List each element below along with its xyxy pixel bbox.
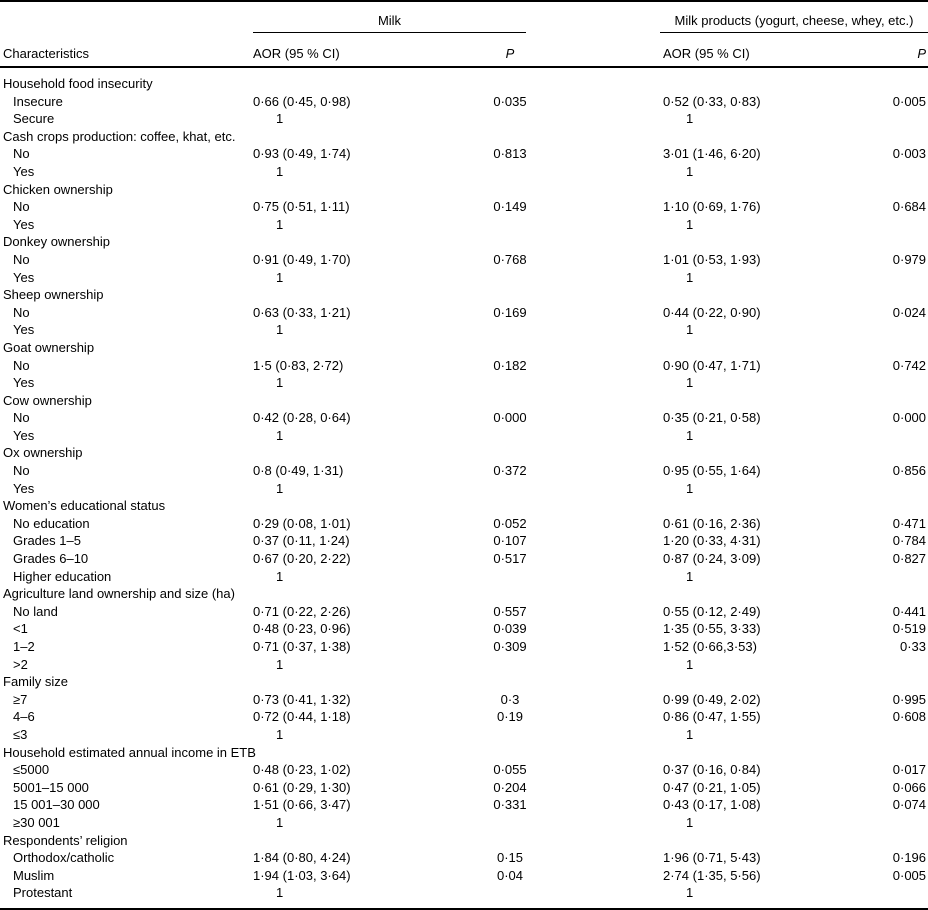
characteristic-cell: Higher education bbox=[13, 568, 112, 584]
characteristic-cell: Insecure bbox=[13, 93, 63, 109]
characteristic-cell: 15 001–30 000 bbox=[13, 797, 100, 813]
group-header-milk-label: Milk bbox=[377, 13, 402, 28]
data-row bbox=[0, 357, 928, 375]
characteristic-cell: Yes bbox=[13, 269, 35, 285]
group-row bbox=[0, 67, 928, 93]
spacer-cell bbox=[575, 867, 660, 885]
group-header-row bbox=[0, 1, 928, 33]
data-row bbox=[0, 374, 928, 392]
group-row bbox=[0, 673, 928, 691]
milk-products-aor-cell: 0·43 (0·17, 1·08) bbox=[663, 797, 761, 813]
characteristic-cell: Yes bbox=[13, 427, 35, 443]
data-row bbox=[0, 620, 928, 638]
milk-products-p-cell: 0·441 bbox=[892, 603, 927, 619]
milk-products-p-cell bbox=[852, 110, 928, 128]
table-body bbox=[0, 67, 928, 909]
characteristic-cell: No bbox=[13, 410, 30, 426]
data-row bbox=[0, 726, 928, 744]
group-label: Household estimated annual income in ETB bbox=[3, 744, 256, 760]
milk-aor-cell: 0·67 (0·20, 2·22) bbox=[253, 551, 351, 567]
characteristic-cell: No bbox=[13, 199, 30, 215]
data-row bbox=[0, 867, 928, 885]
group-row bbox=[0, 392, 928, 410]
milk-p-cell: 0·309 bbox=[493, 639, 527, 654]
group-label: Women’s educational status bbox=[3, 498, 166, 514]
milk-products-aor-cell: 1 bbox=[686, 375, 694, 391]
group-label: Ox ownership bbox=[3, 445, 83, 461]
data-row bbox=[0, 198, 928, 216]
spacer-cell bbox=[575, 269, 660, 287]
milk-aor-cell: 0·73 (0·41, 1·32) bbox=[253, 691, 351, 707]
milk-p-cell: 0·107 bbox=[493, 533, 527, 549]
milk-p-cell: 0·204 bbox=[493, 779, 527, 795]
milk-products-p-cell: 0·856 bbox=[892, 463, 927, 479]
milk-p-cell bbox=[445, 656, 575, 674]
milk-products-aor-cell: 1 bbox=[686, 216, 694, 232]
characteristic-cell: ≤3 bbox=[13, 726, 28, 742]
spacer-cell bbox=[575, 321, 660, 339]
milk-products-aor-cell: 1·20 (0·33, 4·31) bbox=[663, 533, 761, 549]
milk-products-aor-cell: 0·95 (0·55, 1·64) bbox=[663, 463, 761, 479]
milk-products-p-cell: 0·005 bbox=[892, 93, 927, 109]
milk-aor-cell: 1 bbox=[276, 216, 284, 232]
milk-aor-cell: 0·37 (0·11, 1·24) bbox=[253, 533, 350, 549]
milk-products-p-cell bbox=[852, 163, 928, 181]
group-label: Chicken ownership bbox=[3, 181, 113, 197]
group-header-empty-cell bbox=[0, 1, 253, 33]
spacer-cell bbox=[575, 462, 660, 480]
milk-aor-cell: 1 bbox=[276, 814, 284, 830]
milk-products-p-cell bbox=[852, 726, 928, 744]
data-row bbox=[0, 480, 928, 498]
milk-p-cell bbox=[445, 269, 575, 287]
milk-p-cell bbox=[445, 480, 575, 498]
group-row bbox=[0, 181, 928, 199]
characteristic-cell: ≤5000 bbox=[13, 762, 50, 778]
characteristic-cell: No education bbox=[13, 515, 90, 531]
spacer-cell bbox=[575, 163, 660, 181]
milk-p-cell bbox=[445, 110, 575, 128]
data-row bbox=[0, 796, 928, 814]
data-row bbox=[0, 761, 928, 779]
milk-p-cell: 0·813 bbox=[493, 146, 527, 162]
milk-aor-cell: 1 bbox=[276, 656, 284, 672]
milk-aor-cell: 0·91 (0·49, 1·70) bbox=[253, 251, 351, 267]
milk-products-p-cell bbox=[852, 427, 928, 445]
group-label: Agriculture land ownership and size (ha) bbox=[3, 586, 235, 602]
milk-p-cell bbox=[445, 216, 575, 234]
milk-aor-cell: 1 bbox=[276, 269, 284, 285]
milk-products-p-cell bbox=[852, 269, 928, 287]
data-row bbox=[0, 145, 928, 163]
milk-products-aor-cell: 1 bbox=[686, 656, 694, 672]
column-header-row bbox=[0, 33, 928, 67]
col-header-milk-p: P bbox=[445, 33, 575, 67]
spacer-cell bbox=[575, 656, 660, 674]
milk-aor-cell: 1 bbox=[276, 163, 284, 179]
group-label: Respondents’ religion bbox=[3, 832, 128, 848]
group-row bbox=[0, 128, 928, 146]
spacer-cell bbox=[575, 427, 660, 445]
spacer-cell bbox=[575, 568, 660, 586]
milk-p-cell: 0·557 bbox=[493, 603, 527, 619]
characteristic-cell: Yes bbox=[13, 216, 35, 232]
spacer-cell bbox=[575, 884, 660, 909]
col-header-milk-aor: AOR (95 % CI) bbox=[253, 33, 445, 67]
col-header-characteristics: Characteristics bbox=[0, 33, 253, 67]
data-row bbox=[0, 427, 928, 445]
col-header-milk-products-aor: AOR (95 % CI) bbox=[660, 33, 852, 67]
milk-aor-cell: 0·48 (0·23, 0·96) bbox=[253, 621, 351, 637]
group-label: Household food insecurity bbox=[3, 76, 153, 91]
characteristic-cell: Secure bbox=[13, 111, 55, 127]
milk-aor-cell: 0·48 (0·23, 1·02) bbox=[253, 762, 351, 778]
milk-products-p-cell: 0·003 bbox=[892, 146, 927, 162]
characteristic-cell: Yes bbox=[13, 375, 35, 391]
spacer-cell bbox=[575, 532, 660, 550]
milk-products-p-cell bbox=[852, 884, 928, 909]
group-row bbox=[0, 497, 928, 515]
milk-p-cell bbox=[445, 726, 575, 744]
milk-products-aor-cell: 0·86 (0·47, 1·55) bbox=[663, 709, 761, 725]
milk-aor-cell: 1·5 (0·83, 2·72) bbox=[253, 357, 344, 373]
col-header-milk-products-p: P bbox=[852, 33, 928, 67]
milk-products-aor-cell: 1·96 (0·71, 5·43) bbox=[663, 850, 761, 866]
milk-products-p-cell: 0·684 bbox=[892, 199, 927, 215]
milk-aor-cell: 1 bbox=[276, 427, 284, 443]
group-row bbox=[0, 444, 928, 462]
milk-aor-cell: 0·72 (0·44, 1·18) bbox=[253, 709, 351, 725]
group-label: Donkey ownership bbox=[3, 234, 110, 250]
milk-aor-cell: 1·94 (1·03, 3·64) bbox=[253, 867, 351, 883]
characteristic-cell: Yes bbox=[13, 322, 35, 338]
characteristic-cell: No bbox=[13, 357, 30, 373]
milk-aor-cell: 1 bbox=[276, 322, 284, 338]
milk-p-cell bbox=[445, 163, 575, 181]
spacer-cell bbox=[575, 603, 660, 621]
milk-products-aor-cell: 1 bbox=[686, 111, 694, 127]
milk-p-cell: 0·052 bbox=[493, 515, 527, 531]
characteristic-cell: Yes bbox=[13, 163, 35, 179]
spacer-cell bbox=[575, 93, 660, 111]
milk-products-p-cell: 0·074 bbox=[892, 797, 927, 813]
data-row bbox=[0, 550, 928, 568]
characteristic-cell: <1 bbox=[13, 621, 28, 637]
milk-products-aor-cell: 1 bbox=[686, 269, 694, 285]
spacer-cell bbox=[575, 550, 660, 568]
spacer-cell bbox=[575, 708, 660, 726]
milk-p-cell bbox=[445, 427, 575, 445]
milk-aor-cell: 0·71 (0·37, 1·38) bbox=[253, 639, 351, 654]
milk-p-cell: 0·15 bbox=[496, 850, 524, 866]
milk-aor-cell: 1 bbox=[276, 480, 284, 496]
characteristic-cell: ≥7 bbox=[13, 691, 28, 707]
group-header-spacer-cell bbox=[575, 1, 660, 33]
milk-products-p-cell: 0·608 bbox=[892, 709, 927, 725]
group-header-milk-products-label: Milk products (yogurt, cheese, whey, etc.) bbox=[674, 13, 914, 28]
group-label: Sheep ownership bbox=[3, 287, 104, 303]
milk-products-p-cell bbox=[852, 814, 928, 832]
data-row bbox=[0, 163, 928, 181]
group-label: Cow ownership bbox=[3, 392, 92, 408]
group-header-milk-cell bbox=[253, 1, 575, 33]
group-row bbox=[0, 286, 928, 304]
milk-products-aor-cell: 3·01 (1·46, 6·20) bbox=[663, 146, 761, 162]
group-header-milk-products-cell bbox=[660, 1, 928, 33]
milk-products-aor-cell: 1 bbox=[686, 568, 694, 584]
milk-products-p-cell: 0·000 bbox=[892, 410, 927, 426]
milk-products-p-cell bbox=[852, 568, 928, 586]
milk-p-cell: 0·169 bbox=[493, 304, 527, 320]
spacer-cell bbox=[575, 620, 660, 638]
milk-p-cell bbox=[445, 814, 575, 832]
milk-p-cell: 0·035 bbox=[493, 93, 527, 109]
milk-p-cell bbox=[445, 884, 575, 909]
milk-products-p-cell: 0·196 bbox=[892, 850, 927, 866]
spacer-cell bbox=[575, 691, 660, 709]
milk-products-aor-cell: 1 bbox=[686, 163, 694, 179]
data-row bbox=[0, 779, 928, 797]
data-row bbox=[0, 409, 928, 427]
data-row bbox=[0, 216, 928, 234]
milk-aor-cell: 0·29 (0·08, 1·01) bbox=[253, 515, 351, 531]
milk-aor-cell: 1 bbox=[276, 375, 284, 391]
milk-products-aor-cell: 1 bbox=[686, 726, 694, 742]
data-row bbox=[0, 691, 928, 709]
milk-products-aor-cell: 0·44 (0·22, 0·90) bbox=[663, 304, 761, 320]
data-row bbox=[0, 849, 928, 867]
milk-products-aor-cell: 0·90 (0·47, 1·71) bbox=[663, 357, 761, 373]
spacer-cell bbox=[575, 480, 660, 498]
milk-p-cell: 0·372 bbox=[493, 463, 527, 479]
data-row bbox=[0, 462, 928, 480]
spacer-cell bbox=[575, 761, 660, 779]
milk-products-p-cell: 0·33 bbox=[899, 639, 927, 654]
milk-products-p-cell: 0·005 bbox=[892, 867, 927, 883]
milk-products-p-cell: 0·024 bbox=[892, 304, 927, 320]
milk-p-cell bbox=[445, 321, 575, 339]
milk-aor-cell: 0·42 (0·28, 0·64) bbox=[253, 410, 351, 426]
characteristic-cell: Grades 1–5 bbox=[13, 533, 81, 549]
milk-products-aor-cell: 0·52 (0·33, 0·83) bbox=[663, 93, 761, 109]
milk-aor-cell: 0·75 (0·51, 1·11) bbox=[253, 199, 350, 215]
milk-p-cell: 0·039 bbox=[493, 621, 527, 637]
milk-aor-cell: 0·61 (0·29, 1·30) bbox=[253, 779, 351, 795]
col-header-spacer bbox=[575, 33, 660, 67]
data-row bbox=[0, 568, 928, 586]
milk-p-cell: 0·055 bbox=[493, 762, 527, 778]
spacer-cell bbox=[575, 638, 660, 656]
group-row bbox=[0, 744, 928, 762]
group-row bbox=[0, 832, 928, 850]
data-row bbox=[0, 532, 928, 550]
spacer-cell bbox=[575, 357, 660, 375]
milk-products-p-cell: 0·784 bbox=[892, 533, 927, 549]
spacer-cell bbox=[575, 110, 660, 128]
characteristic-cell: ≥30 001 bbox=[13, 814, 60, 830]
data-row bbox=[0, 251, 928, 269]
milk-products-aor-cell: 2·74 (1·35, 5·56) bbox=[663, 867, 761, 883]
data-row bbox=[0, 656, 928, 674]
characteristic-cell: Yes bbox=[13, 480, 35, 496]
milk-p-cell: 0·3 bbox=[500, 691, 520, 707]
milk-p-cell: 0·517 bbox=[493, 551, 527, 567]
group-row bbox=[0, 339, 928, 357]
milk-products-aor-cell: 0·61 (0·16, 2·36) bbox=[663, 515, 761, 531]
spacer-cell bbox=[575, 145, 660, 163]
characteristic-cell: Grades 6–10 bbox=[13, 551, 89, 567]
spacer-cell bbox=[575, 409, 660, 427]
spacer-cell bbox=[575, 726, 660, 744]
milk-aor-cell: 0·63 (0·33, 1·21) bbox=[253, 304, 351, 320]
milk-products-aor-cell: 0·35 (0·21, 0·58) bbox=[663, 410, 761, 426]
milk-products-aor-cell: 1 bbox=[686, 814, 694, 830]
group-label: Goat ownership bbox=[3, 339, 95, 355]
milk-aor-cell: 1 bbox=[276, 568, 284, 584]
spacer-cell bbox=[575, 515, 660, 533]
data-row bbox=[0, 603, 928, 621]
milk-products-aor-cell: 0·55 (0·12, 2·49) bbox=[663, 603, 761, 619]
milk-p-cell: 0·768 bbox=[493, 251, 527, 267]
data-row bbox=[0, 638, 928, 656]
characteristic-cell: 5001–15 000 bbox=[13, 779, 89, 795]
group-header-milk bbox=[253, 13, 526, 33]
milk-p-cell bbox=[445, 568, 575, 586]
characteristic-cell: Muslim bbox=[13, 867, 55, 883]
spacer-cell bbox=[575, 374, 660, 392]
milk-products-aor-cell: 1·35 (0·55, 3·33) bbox=[663, 621, 761, 637]
milk-p-cell: 0·149 bbox=[493, 199, 527, 215]
milk-products-aor-cell: 1 bbox=[686, 427, 694, 443]
characteristic-cell: >2 bbox=[13, 656, 28, 672]
group-header-milk-products bbox=[660, 13, 928, 33]
milk-products-aor-cell: 1·52 (0·66,3·53) bbox=[663, 639, 757, 654]
milk-products-p-cell: 0·979 bbox=[892, 251, 927, 267]
milk-p-cell bbox=[445, 374, 575, 392]
milk-products-aor-cell: 0·99 (0·49, 2·02) bbox=[663, 691, 761, 707]
milk-products-p-cell: 0·742 bbox=[892, 357, 927, 373]
data-row bbox=[0, 269, 928, 287]
milk-products-p-cell bbox=[852, 216, 928, 234]
characteristic-cell: Protestant bbox=[13, 885, 73, 901]
spacer-cell bbox=[575, 779, 660, 797]
characteristic-cell: Orthodox/catholic bbox=[13, 850, 115, 866]
milk-products-p-cell bbox=[852, 374, 928, 392]
milk-aor-cell: 1 bbox=[276, 726, 284, 742]
milk-products-aor-cell: 1 bbox=[686, 480, 694, 496]
milk-p-cell: 0·19 bbox=[496, 709, 524, 725]
characteristic-cell: 4–6 bbox=[13, 709, 35, 725]
milk-products-aor-cell: 0·37 (0·16, 0·84) bbox=[663, 762, 761, 778]
milk-p-cell: 0·331 bbox=[493, 797, 527, 813]
milk-products-aor-cell: 1 bbox=[686, 322, 694, 338]
milk-products-p-cell: 0·827 bbox=[892, 551, 927, 567]
milk-products-aor-cell: 1·01 (0·53, 1·93) bbox=[663, 251, 761, 267]
data-row bbox=[0, 110, 928, 128]
characteristic-cell: No bbox=[13, 146, 30, 162]
spacer-cell bbox=[575, 198, 660, 216]
characteristic-cell: No land bbox=[13, 603, 58, 619]
milk-p-cell: 0·000 bbox=[493, 410, 527, 426]
characteristic-cell: No bbox=[13, 463, 30, 479]
spacer-cell bbox=[575, 304, 660, 322]
data-row bbox=[0, 515, 928, 533]
spacer-cell bbox=[575, 796, 660, 814]
table-header bbox=[0, 1, 928, 67]
milk-products-p-cell: 0·066 bbox=[892, 779, 927, 795]
characteristic-cell: No bbox=[13, 251, 30, 267]
milk-products-p-cell bbox=[852, 480, 928, 498]
milk-products-aor-cell: 1·10 (0·69, 1·76) bbox=[663, 199, 761, 215]
milk-aor-cell: 1 bbox=[276, 885, 284, 901]
milk-p-cell: 0·182 bbox=[493, 357, 527, 373]
data-row bbox=[0, 884, 928, 909]
data-row bbox=[0, 304, 928, 322]
milk-products-aor-cell: 1 bbox=[686, 885, 694, 901]
milk-products-p-cell: 0·471 bbox=[892, 515, 927, 531]
milk-products-p-cell: 0·017 bbox=[892, 762, 927, 778]
milk-aor-cell: 0·66 (0·45, 0·98) bbox=[253, 93, 351, 109]
spacer-cell bbox=[575, 814, 660, 832]
characteristic-cell: No bbox=[13, 304, 30, 320]
characteristic-cell: 1–2 bbox=[13, 639, 35, 654]
milk-aor-cell: 0·93 (0·49, 1·74) bbox=[253, 146, 351, 162]
data-row bbox=[0, 708, 928, 726]
milk-aor-cell: 1·51 (0·66, 3·47) bbox=[253, 797, 351, 813]
group-label: Cash crops production: coffee, khat, etc. bbox=[3, 128, 236, 144]
spacer-cell bbox=[575, 216, 660, 234]
milk-products-p-cell bbox=[852, 321, 928, 339]
spacer-cell bbox=[575, 849, 660, 867]
milk-products-aor-cell: 0·47 (0·21, 1·05) bbox=[663, 779, 761, 795]
group-row bbox=[0, 585, 928, 603]
milk-products-p-cell: 0·519 bbox=[892, 621, 927, 637]
milk-products-aor-cell: 0·87 (0·24, 3·09) bbox=[663, 551, 761, 567]
milk-aor-cell: 1 bbox=[276, 111, 284, 127]
data-row bbox=[0, 93, 928, 111]
milk-aor-cell: 0·8 (0·49, 1·31) bbox=[253, 463, 344, 479]
data-row bbox=[0, 321, 928, 339]
milk-aor-cell: 1·84 (0·80, 4·24) bbox=[253, 850, 351, 866]
spacer-cell bbox=[575, 251, 660, 269]
milk-aor-cell: 0·71 (0·22, 2·26) bbox=[253, 603, 351, 619]
group-label: Family size bbox=[3, 674, 69, 690]
milk-p-cell: 0·04 bbox=[496, 867, 524, 883]
group-row bbox=[0, 233, 928, 251]
milk-products-p-cell: 0·995 bbox=[892, 691, 927, 707]
data-row bbox=[0, 814, 928, 832]
milk-products-p-cell bbox=[852, 656, 928, 674]
